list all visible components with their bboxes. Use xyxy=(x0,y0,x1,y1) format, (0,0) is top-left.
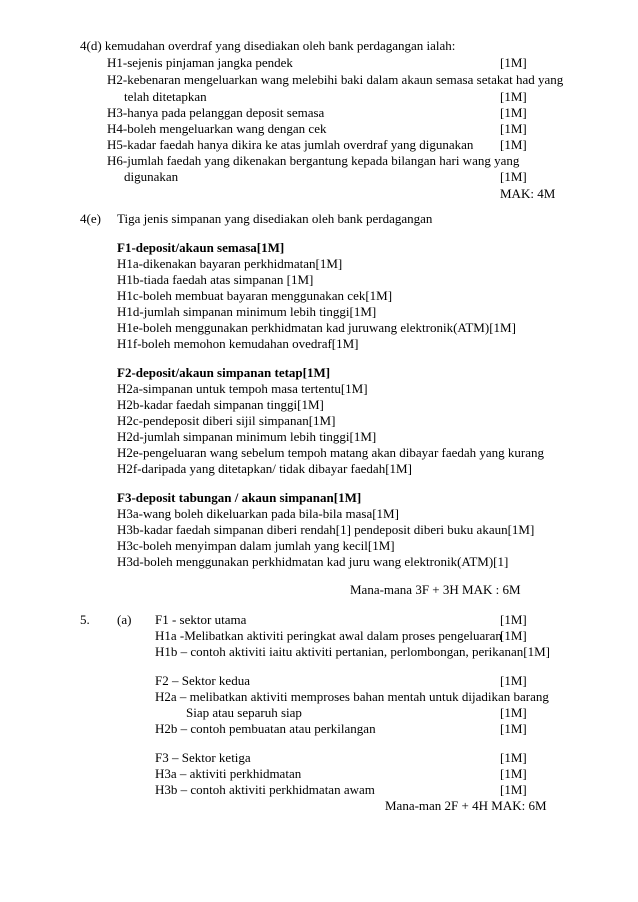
mark: [1M] xyxy=(500,721,527,736)
q4e-f1-item: H1d-jumlah simpanan minimum lebih tinggi[1M] xyxy=(117,304,377,319)
q4e-f2-item: H2c-pendeposit diberi sijil simpanan[1M] xyxy=(117,413,336,428)
q5-h3a: H3a – aktiviti perkhidmatan xyxy=(155,766,302,781)
mark: [1M] xyxy=(500,137,527,152)
q4d-h6-line2: digunakan xyxy=(124,169,179,184)
mark: [1M] xyxy=(500,169,527,184)
q4d-h2-line2: telah ditetapkan xyxy=(124,89,207,104)
q4e-f3-heading: F3-deposit tabungan / akaun simpanan[1M] xyxy=(117,490,362,505)
q4e-f1-item: H1b-tiada faedah atas simpanan [1M] xyxy=(117,272,314,287)
mark: [1M] xyxy=(500,766,527,781)
q5-summary: Mana-man 2F + 4H MAK: 6M xyxy=(385,798,547,813)
q4e-f2-item: H2b-kadar faedah simpanan tinggi[1M] xyxy=(117,397,324,412)
q4e-f1-item: H1f-boleh memohon kemudahan ovedraf[1M] xyxy=(117,336,359,351)
q5-h2a: H2a – melibatkan aktiviti memproses bahan mentah untuk dijadikan barang xyxy=(155,689,549,704)
mark: [1M] xyxy=(500,705,527,720)
q5-f2: F2 – Sektor kedua xyxy=(155,673,250,688)
q5-h2a-cont: Siap atau separuh siap xyxy=(186,705,302,720)
mark: [1M] xyxy=(500,89,527,104)
q4e-f2-heading: F2-deposit/akaun simpanan tetap[1M] xyxy=(117,365,331,380)
q4d-max: MAK: 4M xyxy=(500,186,556,201)
mark: [1M] xyxy=(500,612,527,627)
q4d-intro: 4(d) kemudahan overdraf yang disediakan oleh bank perdagangan ialah: xyxy=(80,38,456,53)
q4d-h3: H3-hanya pada pelanggan deposit semasa xyxy=(107,105,325,120)
mark: [1M] xyxy=(500,105,527,120)
q4e-f2-item: H2d-jumlah simpanan minimum lebih tinggi[1M] xyxy=(117,429,377,444)
q5-h3b: H3b – contoh aktiviti perkhidmatan awam xyxy=(155,782,375,797)
q4d-h6-line1: H6-jumlah faedah yang dikenakan bergantung kepada bilangan hari wang yang xyxy=(107,153,520,168)
q4e-f1-item: H1a-dikenakan bayaran perkhidmatan[1M] xyxy=(117,256,343,271)
q4e-f1-item: H1c-boleh membuat bayaran menggunakan cek[1M] xyxy=(117,288,393,303)
q4e-summary: Mana-mana 3F + 3H MAK : 6M xyxy=(350,582,521,597)
mark: [1M] xyxy=(500,628,527,643)
q5-f1: F1 - sektor utama xyxy=(155,612,247,627)
mark: [1M] xyxy=(500,121,527,136)
q4e-f3-item: H3a-wang boleh dikeluarkan pada bila-bila masa[1M] xyxy=(117,506,399,521)
q4d-h2-line1: H2-kebenaran mengeluarkan wang melebihi baki dalam akaun semasa setakat had yang xyxy=(107,72,564,87)
q5-part: (a) xyxy=(117,612,132,627)
q4e-f2-item: H2e-pengeluaran wang sebelum tempoh matang akan dibayar faedah yang kurang xyxy=(117,445,545,460)
q5-h1b: H1b – contoh aktiviti iaitu aktiviti pertanian, perlombongan, perikanan[1M] xyxy=(155,644,550,659)
q4e-title: Tiga jenis simpanan yang disediakan oleh bank perdagangan xyxy=(117,211,433,226)
q5-f3: F3 – Sektor ketiga xyxy=(155,750,251,765)
q5-h1a: H1a -Melibatkan aktiviti peringkat awal dalam proses pengeluaran xyxy=(155,628,502,643)
q4d-h4: H4-boleh mengeluarkan wang dengan cek xyxy=(107,121,327,136)
q5-number: 5. xyxy=(80,612,90,627)
mark: [1M] xyxy=(500,55,527,70)
mark: [1M] xyxy=(500,673,527,688)
q4e-f3-item: H3d-boleh menggunakan perkhidmatan kad juru wang elektronik(ATM)[1] xyxy=(117,554,509,569)
mark: [1M] xyxy=(500,782,527,797)
q4e-f3-item: H3c-boleh menyimpan dalam jumlah yang kecil[1M] xyxy=(117,538,395,553)
q4d-h5: H5-kadar faedah hanya dikira ke atas jumlah overdraf yang digunakan xyxy=(107,137,474,152)
q4d-h1: H1-sejenis pinjaman jangka pendek xyxy=(107,55,293,70)
q4e-f2-item: H2a-simpanan untuk tempoh masa tertentu[1M] xyxy=(117,381,368,396)
q5-h2b: H2b – contoh pembuatan atau perkilangan xyxy=(155,721,376,736)
q4e-f3-item: H3b-kadar faedah simpanan diberi rendah[1] pendeposit diberi buku akaun[1M] xyxy=(117,522,535,537)
q4e-f1-heading: F1-deposit/akaun semasa[1M] xyxy=(117,240,285,255)
q4e-number: 4(e) xyxy=(80,211,101,226)
mark: [1M] xyxy=(500,750,527,765)
q4e-f2-item: H2f-daripada yang ditetapkan/ tidak dibayar faedah[1M] xyxy=(117,461,412,476)
q4e-f1-item: H1e-boleh menggunakan perkhidmatan kad juruwang elektronik(ATM)[1M] xyxy=(117,320,516,335)
